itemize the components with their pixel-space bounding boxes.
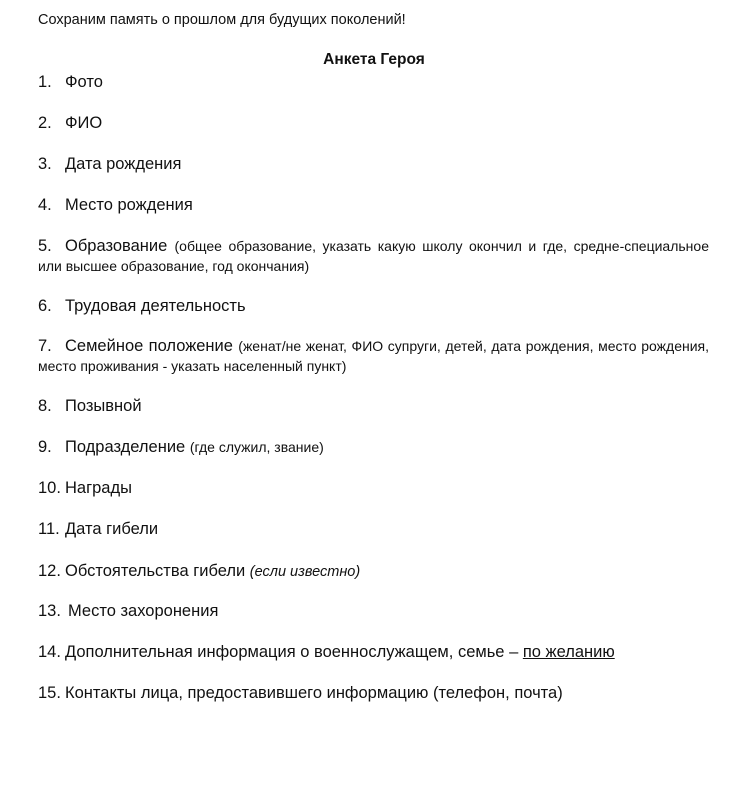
item-label: Место захоронения: [68, 602, 219, 620]
item-label: Дополнительная информация о военнослужащем, семье –: [65, 643, 519, 661]
item-label: Семейное положение: [65, 337, 233, 355]
item-note: (общее образование, указать какую школу окончил и где, средне-специальное или высшее образование, год окончания): [38, 238, 709, 274]
form-item-photo: [38, 72, 709, 92]
item-label: Дата гибели: [65, 520, 159, 538]
item-number: 8.: [38, 397, 52, 415]
form-item-birth-date: [38, 154, 709, 174]
form-item-marital-status: [38, 336, 709, 376]
item-label: Обстоятельства гибели: [65, 562, 246, 580]
form-item-awards: [38, 478, 709, 498]
item-note: по желанию: [522, 643, 615, 661]
item-number: 14.: [38, 643, 61, 661]
item-note: (если известно): [249, 564, 361, 580]
item-note: (женат/не женат, ФИО супруги, детей, дата рождения, место рождения, место проживания - указать населенный пункт): [38, 338, 709, 374]
form-item-death-date: [38, 519, 709, 539]
item-number: 7.: [38, 337, 52, 355]
item-number: 3.: [38, 155, 52, 173]
form-item-full-name: [38, 113, 709, 133]
item-number: 2.: [38, 114, 52, 132]
item-note: (где служил, звание): [189, 439, 324, 455]
item-number: 5.: [38, 237, 52, 255]
intro-text: Сохраним память о прошлом для будущих поколений!: [38, 12, 406, 28]
item-label: Трудовая деятельность: [65, 297, 246, 315]
item-number: 13.: [38, 602, 61, 620]
item-label: Награды: [65, 479, 132, 497]
item-number: 1.: [38, 73, 52, 91]
item-number: 10.: [38, 479, 61, 497]
item-label: Позывной: [65, 397, 142, 415]
item-label: Дата рождения: [65, 155, 182, 173]
form-item-employment: [38, 296, 709, 316]
form-item-burial-place: [38, 601, 709, 621]
item-label: Фото: [65, 73, 103, 91]
form-item-birth-place: [38, 195, 709, 215]
form-item-death-circumstances: [38, 561, 709, 582]
form-item-education: [38, 236, 709, 276]
form-item-contacts: [38, 683, 709, 703]
item-label: Контакты лица, предоставившего информацию (телефон, почта): [65, 684, 563, 702]
item-number: 15.: [38, 684, 61, 702]
form-item-unit: [38, 437, 709, 457]
item-number: 12.: [38, 562, 61, 580]
item-label: Образование: [65, 237, 168, 255]
item-number: 4.: [38, 196, 52, 214]
item-label: Подразделение: [65, 438, 186, 456]
form-item-call-sign: [38, 396, 709, 416]
item-label: ФИО: [65, 114, 103, 132]
item-label: Место рождения: [65, 196, 193, 214]
form-item-additional-info: [38, 642, 709, 662]
form-title: Анкета Героя: [323, 51, 425, 68]
item-number: 6.: [38, 297, 52, 315]
item-number: 9.: [38, 438, 52, 456]
item-number: 11.: [38, 520, 60, 538]
